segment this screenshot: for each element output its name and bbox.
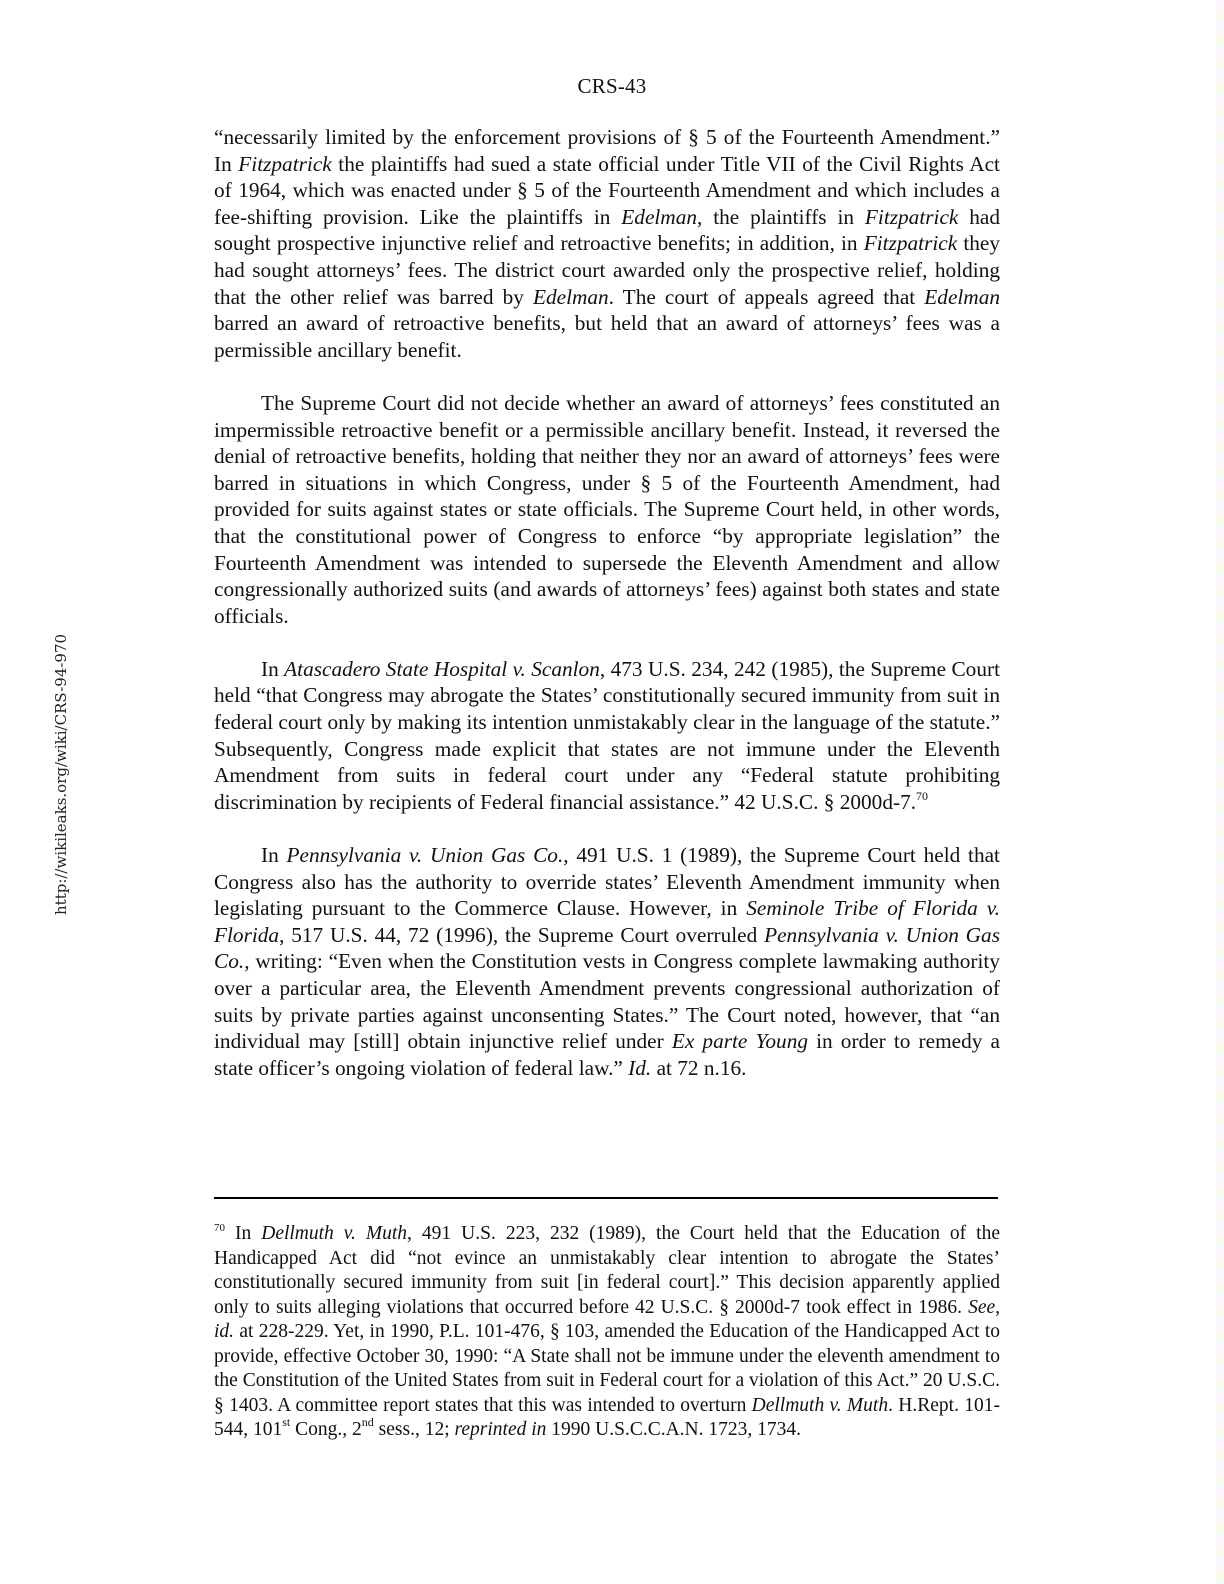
text-run: In — [261, 843, 287, 868]
case-name: Pennsylvania v. Union Gas Co. — [286, 843, 564, 868]
text-run: sess., 12; — [373, 1419, 455, 1440]
case-name: Dellmuth v. Muth — [261, 1223, 408, 1244]
case-name: Edelman — [532, 284, 609, 309]
case-name: See, id. — [214, 1296, 1000, 1342]
text-run: , writing: “Even when the Constitution vests in Congress complete lawmaking authority over a particular area, the Eleventh Amendment prevents congressional authorization of suits by private parties against unconsenting States.” The Court noted, however, that “an individual may [still] obtain injunctive relief under — [214, 949, 1000, 1054]
case-name: Fitzpatrick — [863, 231, 958, 256]
text-run: , 473 U.S. 234, 242 (1985), the Supreme Court held “that Congress may abrogate the States’ constitutionally secured immunity from suit in federal court only by making its intention unmistakably clear in the language of the statute.” Subsequently, Congress made explicit that states are not immune under the Eleventh Amendment from suits in federal court under any “Federal statute prohibiting discrimination by recipients of Federal financial assistance.” 42 U.S.C. § 2000d-7. — [214, 656, 1000, 814]
case-name: Seminole Tribe of Florida v. Florida — [214, 896, 1000, 947]
page-number: CRS-43 — [577, 74, 647, 98]
text-run: , 491 U.S. 1 (1989), the Supreme Court held that Congress also has the authority to override states’ Eleventh Amendment immunity when legislating pursuant to the Commerce Clause. However, in — [214, 843, 1000, 921]
case-name: Ex parte Young — [671, 1029, 808, 1054]
text-run: Cong., 2 — [290, 1419, 362, 1440]
case-name: Fitzpatrick — [238, 151, 332, 176]
footnote-separator — [214, 1197, 998, 1199]
footnote-ref: nd — [361, 1415, 374, 1429]
text-run: , 517 U.S. 44, 72 (1996), the Supreme Court overruled — [279, 922, 765, 947]
text-run: , the plaintiffs in — [697, 204, 865, 229]
paragraph — [214, 390, 1000, 629]
text-run: . The court of appeals agreed that — [608, 284, 925, 309]
text-run: at 72 n.16. — [651, 1055, 747, 1080]
scan-edge-strip — [1216, 0, 1224, 1584]
text-run: 1990 U.S.C.C.A.N. 1723, 1734. — [546, 1419, 802, 1440]
text-run: , 491 U.S. 223, 232 (1989), the Court held that the Education of the Handicapped Act did “not evince an unmistakably clear intention to abrogate the States’ constitutionally secured immunity from suit [in federal court].” This decision apparently applied only to suits alleging violations that occurred before 42 U.S.C. § 2000d-7 took effect in 1986. — [214, 1223, 1000, 1318]
text-run: in order to remedy a state officer’s ongoing violation of federal law.” — [214, 1029, 1000, 1080]
case-name: Pennsylvania v. Union Gas Co. — [214, 922, 1000, 974]
text-run: “necessarily limited by the enforcement provisions of § 5 of the Fourteenth Amendment.” In — [214, 125, 1000, 176]
case-name: Edelman — [621, 204, 697, 229]
paragraph — [214, 124, 1000, 363]
text-run: In — [261, 656, 285, 681]
footnotes — [214, 1222, 1000, 1443]
case-name: reprinted in — [454, 1419, 547, 1440]
text-run: they had sought attorneys’ fees. The district court awarded only the prospective relief, holding that the other relief was barred by — [214, 231, 1000, 309]
footnote-number: 70 — [214, 1222, 225, 1234]
footnote-ref: 70 — [916, 788, 929, 803]
case-name: Edelman — [924, 284, 1000, 309]
margin-source-url: http://wikileaks.org/wiki/CRS-94-970 — [52, 633, 70, 915]
case-name: Atascadero State Hospital v. Scanlon — [284, 656, 600, 681]
case-name: Dellmuth v. Muth — [751, 1394, 889, 1416]
text-run: . H.Rept. 101-544, 101 — [214, 1394, 1001, 1440]
case-name: Fitzpatrick — [864, 204, 959, 229]
text-run: In — [225, 1223, 262, 1244]
paragraph — [214, 842, 1000, 1081]
text-run: had sought prospective injunctive relief and retroactive benefits; in addition, in — [214, 204, 1000, 256]
footnote-ref: st — [282, 1415, 291, 1429]
text-run: barred an award of retroactive benefits, but held that an award of attorneys’ fees was a permissible ancillary benefit. — [214, 311, 1000, 362]
text-run: the plaintiffs had sued a state official under Title VII of the Civil Rights Act of 1964, which was enacted under § 5 of the Fourteenth Amendment and which includes a fee-shifting provision. Like the plaintiffs in — [214, 151, 1000, 229]
paragraph — [214, 656, 1000, 816]
text-run: The Supreme Court did not decide whether an award of attorneys’ fees constituted an impermissible retroactive benefit or a permissible ancillary benefit. Instead, it reversed the denial of retroactive benefits, holding that neither they nor an award of attorneys’ fees were barred in situations in which Congress, under § 5 of the Fourteenth Amendment, had provided for suits against states or state officials. The Supreme Court held, in other words, that the constitutional power of Congress to enforce “by appropriate legislation” the Fourteenth Amendment was intended to supersede the Eleventh Amendment and allow congressionally authorized suits (and awards of attorneys’ fees) against both states and state officials. — [214, 390, 1000, 628]
footnote — [214, 1222, 1000, 1443]
body-text — [214, 124, 1000, 1108]
case-name: Id. — [628, 1055, 652, 1080]
text-run: at 228-229. Yet, in 1990, P.L. 101-476, § 103, amended the Education of the Handicapped Act to provide, effective October 30, 1990: “A State shall not be immune under the eleventh amendment to the Constitution of the United States from suit in Federal court for a violation of this Act.” 20 U.S.C. § 1403. A committee report states that this was intended to overturn — [214, 1321, 1000, 1416]
